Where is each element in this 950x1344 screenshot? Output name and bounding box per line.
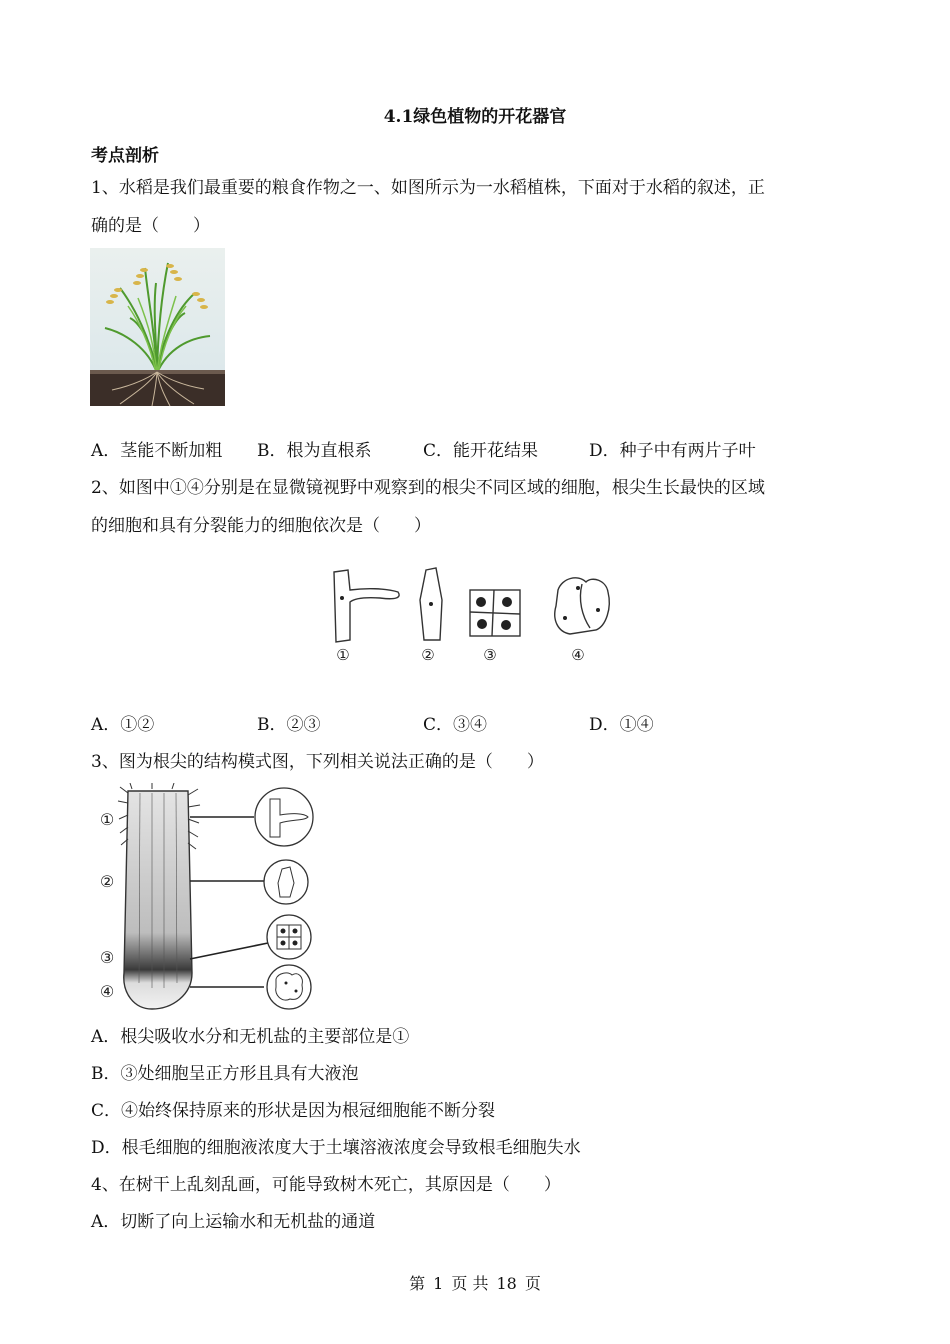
footer-pre: 第 xyxy=(409,1274,426,1293)
zoom-root-hair xyxy=(255,788,313,846)
root-hair-cell xyxy=(334,570,399,642)
fig2-label-1: ① xyxy=(336,646,350,664)
q1-option-d: D．种子中有两片子叶 xyxy=(589,441,756,461)
fig2-label-2: ② xyxy=(421,646,435,664)
q3-option-d: D．根毛细胞的细胞液浓度大于土壤溶液浓度会导致根毛细胞失水 xyxy=(91,1138,581,1158)
q2-stem-line1: 2、如图中①④分别是在显微镜视野中观察到的根尖不同区域的细胞，根尖生长最快的区域 xyxy=(91,478,765,498)
section-heading: 考点剖析 xyxy=(91,146,159,166)
footer-page-number: 1 xyxy=(433,1274,444,1293)
fig3-label-1: ① xyxy=(99,810,115,829)
q1-option-b: B．根为直根系 xyxy=(257,441,372,461)
fig3-label-4: ④ xyxy=(99,982,115,1001)
q2-option-a: A．①② xyxy=(91,715,155,735)
q2-option-d: D．①④ xyxy=(589,715,654,735)
q3-option-b: B．③处细胞呈正方形且具有大液泡 xyxy=(91,1064,359,1084)
fig2-label-4: ④ xyxy=(571,646,585,664)
q1-option-c: C．能开花结果 xyxy=(423,441,539,461)
fig3-label-3: ③ xyxy=(99,948,115,967)
q3-option-c: C．④始终保持原来的形状是因为根冠细胞能不断分裂 xyxy=(91,1101,496,1121)
q4-stem: 4、在树干上乱刻乱画，可能导致树木死亡，其原因是（ ） xyxy=(91,1175,561,1195)
q1-stem-line1: 1、水稻是我们最重要的粮食作物之一、如图所示为一水稻植株，下面对于水稻的叙述，正 xyxy=(91,178,765,198)
page-title: 4.1绿色植物的开花器官 xyxy=(383,107,567,127)
q3-stem: 3、图为根尖的结构模式图，下列相关说法正确的是（ ） xyxy=(91,752,544,772)
root-tip-diagram xyxy=(92,783,322,1013)
rice-plant-image xyxy=(90,248,225,406)
page-footer xyxy=(0,1271,950,1294)
root-body xyxy=(124,791,192,1009)
q2-option-c: C．③④ xyxy=(423,715,488,735)
footer-total-pages: 18 xyxy=(496,1274,517,1293)
zoom-root-cap xyxy=(267,965,311,1009)
root-cells-figure xyxy=(320,560,630,672)
q1-stem-line2: 确的是（ ） xyxy=(91,216,210,236)
fig3-label-2: ② xyxy=(99,872,115,891)
footer-mid: 页 共 xyxy=(451,1274,489,1293)
q1-option-a: A．茎能不断加粗 xyxy=(91,441,223,461)
q2-option-b: B．②③ xyxy=(257,715,321,735)
q2-stem-line2: 的细胞和具有分裂能力的细胞依次是（ ） xyxy=(91,516,431,536)
footer-post: 页 xyxy=(524,1274,541,1293)
q4-option-a: A．切断了向上运输水和无机盐的通道 xyxy=(91,1212,376,1232)
q3-option-a: A．根尖吸收水分和无机盐的主要部位是① xyxy=(91,1027,410,1047)
fig2-label-3: ③ xyxy=(483,646,497,664)
